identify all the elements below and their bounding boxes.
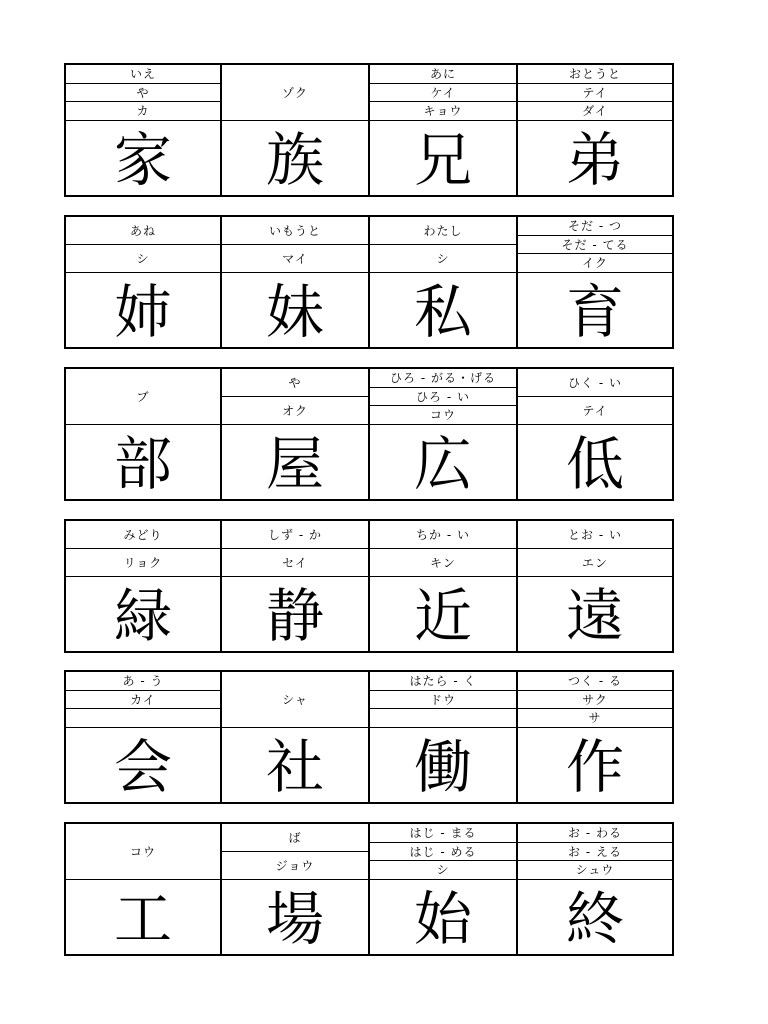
- kanji-card: [518, 672, 672, 802]
- kanji-area: [222, 121, 368, 195]
- kanji-character: 広: [413, 430, 472, 498]
- kanji-area: [370, 425, 516, 499]
- reading-line: ゾク: [282, 85, 308, 100]
- reading-area: [222, 521, 368, 577]
- reading-line: ブ: [136, 389, 150, 404]
- reading-area: [518, 824, 672, 880]
- reading-line: エン: [518, 548, 672, 576]
- reading-line: や: [288, 375, 302, 390]
- kanji-area: [222, 880, 368, 954]
- reading-line: や: [66, 83, 220, 102]
- reading-line: ひろ - い: [370, 387, 516, 406]
- reading-area: [518, 672, 672, 728]
- reading-line: とお - い: [568, 527, 622, 542]
- reading-line: オク: [222, 396, 368, 424]
- kanji-card: [518, 824, 672, 954]
- kanji-character: 近: [413, 582, 472, 650]
- card-row: [64, 670, 674, 804]
- reading-line: [370, 708, 516, 727]
- kanji-character: 家: [113, 126, 172, 194]
- reading-line: ちか - い: [416, 527, 470, 542]
- reading-line: そだ - つ: [568, 218, 622, 233]
- kanji-card: [66, 521, 222, 651]
- reading-line: キョウ: [370, 101, 516, 120]
- kanji-area: [66, 425, 220, 499]
- card-row: [64, 519, 674, 653]
- kanji-area: [370, 273, 516, 347]
- kanji-area: [222, 273, 368, 347]
- kanji-card: [370, 217, 518, 347]
- reading-area: [66, 65, 220, 121]
- reading-line: イク: [518, 253, 672, 272]
- kanji-card: [222, 521, 370, 651]
- kanji-area: [370, 121, 516, 195]
- reading-line: おとうと: [568, 66, 621, 81]
- kanji-card: [370, 65, 518, 195]
- kanji-card: [66, 824, 222, 954]
- reading-area: [222, 369, 368, 425]
- kanji-character: 工: [113, 885, 172, 953]
- kanji-character: 妹: [265, 278, 324, 346]
- kanji-card: [222, 672, 370, 802]
- kanji-area: [222, 577, 368, 651]
- reading-area: [370, 369, 516, 425]
- reading-line: あね: [129, 223, 156, 238]
- reading-line: そだ - てる: [518, 235, 672, 254]
- reading-area: [66, 521, 220, 577]
- kanji-area: [518, 273, 672, 347]
- kanji-area: [370, 577, 516, 651]
- reading-area: [518, 369, 672, 425]
- reading-line: テイ: [518, 396, 672, 424]
- reading-area: [518, 217, 672, 273]
- reading-line: ケイ: [370, 83, 516, 102]
- reading-line: はたら - く: [409, 673, 477, 688]
- kanji-character: 静: [265, 582, 324, 650]
- reading-line: ひく - い: [568, 375, 622, 390]
- reading-area: [222, 65, 368, 121]
- reading-line: リョク: [66, 548, 220, 576]
- kanji-character: 弟: [565, 126, 624, 194]
- reading-line: お - わる: [568, 825, 622, 840]
- reading-area: [370, 217, 516, 273]
- reading-line: はじ - める: [370, 842, 516, 861]
- kanji-area: [518, 577, 672, 651]
- kanji-card: [370, 369, 518, 499]
- kanji-character: 働: [413, 733, 472, 801]
- reading-line: ひろ - がる・げる: [390, 370, 496, 385]
- kanji-card: [518, 65, 672, 195]
- kanji-character: 屋: [265, 430, 324, 498]
- reading-line: サク: [518, 690, 672, 709]
- reading-area: [66, 672, 220, 728]
- kanji-area: [370, 880, 516, 954]
- kanji-card: [222, 824, 370, 954]
- reading-line: はじ - まる: [409, 825, 477, 840]
- reading-line: キン: [370, 548, 516, 576]
- kanji-area: [222, 425, 368, 499]
- kanji-area: [518, 880, 672, 954]
- reading-line: シ: [370, 244, 516, 272]
- reading-line: しず - か: [268, 527, 322, 542]
- kanji-card: [370, 824, 518, 954]
- kanji-flashcard-sheet: [64, 0, 674, 1024]
- kanji-character: 部: [113, 430, 172, 498]
- reading-line: コウ: [129, 844, 156, 859]
- reading-area: [66, 824, 220, 880]
- kanji-character: 始: [413, 885, 472, 953]
- kanji-area: [222, 728, 368, 802]
- reading-line: あ - う: [122, 673, 164, 688]
- reading-area: [66, 217, 220, 273]
- kanji-character: 場: [265, 885, 324, 953]
- card-row: [64, 822, 674, 956]
- kanji-character: 緑: [113, 582, 172, 650]
- kanji-area: [66, 728, 220, 802]
- reading-line: ダイ: [518, 101, 672, 120]
- reading-area: [518, 521, 672, 577]
- reading-line: セイ: [222, 548, 368, 576]
- reading-area: [222, 824, 368, 880]
- reading-area: [222, 217, 368, 273]
- kanji-character: 終: [565, 885, 624, 953]
- card-row: [64, 63, 674, 197]
- kanji-area: [66, 880, 220, 954]
- kanji-character: 姉: [113, 278, 172, 346]
- kanji-area: [66, 121, 220, 195]
- kanji-character: 私: [413, 278, 472, 346]
- reading-line: ドウ: [370, 690, 516, 709]
- kanji-character: 兄: [413, 126, 472, 194]
- kanji-character: 育: [565, 278, 624, 346]
- kanji-character: 族: [265, 126, 324, 194]
- kanji-card: [370, 521, 518, 651]
- reading-area: [370, 521, 516, 577]
- kanji-character: 低: [565, 430, 624, 498]
- reading-area: [518, 65, 672, 121]
- reading-line: つく - る: [568, 673, 622, 688]
- reading-line: みどり: [123, 527, 163, 542]
- reading-line: いえ: [129, 66, 156, 81]
- kanji-card: [222, 369, 370, 499]
- kanji-character: 会: [113, 733, 172, 801]
- reading-line: わたし: [423, 223, 463, 238]
- kanji-area: [518, 121, 672, 195]
- kanji-character: 社: [265, 733, 324, 801]
- reading-area: [222, 672, 368, 728]
- kanji-area: [66, 273, 220, 347]
- reading-line: シャ: [282, 692, 308, 707]
- kanji-character: 遠: [565, 582, 624, 650]
- kanji-card: [518, 217, 672, 347]
- reading-area: [370, 65, 516, 121]
- reading-line: お - える: [518, 842, 672, 861]
- kanji-card: [370, 672, 518, 802]
- reading-line: サ: [518, 708, 672, 727]
- reading-line: シュウ: [518, 860, 672, 879]
- kanji-card: [222, 217, 370, 347]
- kanji-card: [518, 521, 672, 651]
- reading-line: ジョウ: [222, 851, 368, 879]
- kanji-area: [66, 577, 220, 651]
- reading-line: カ: [66, 101, 220, 120]
- kanji-card: [222, 65, 370, 195]
- card-row: [64, 367, 674, 501]
- kanji-area: [518, 425, 672, 499]
- reading-line: コウ: [370, 405, 516, 424]
- kanji-area: [370, 728, 516, 802]
- reading-line: シ: [66, 244, 220, 272]
- reading-line: いもうと: [268, 223, 321, 238]
- reading-line: テイ: [518, 83, 672, 102]
- reading-line: あに: [429, 66, 456, 81]
- reading-area: [370, 824, 516, 880]
- card-row: [64, 215, 674, 349]
- kanji-card: [66, 217, 222, 347]
- reading-area: [370, 672, 516, 728]
- kanji-area: [518, 728, 672, 802]
- reading-line: カイ: [66, 690, 220, 709]
- kanji-card: [66, 369, 222, 499]
- kanji-card: [518, 369, 672, 499]
- kanji-character: 作: [565, 733, 624, 801]
- reading-line: シ: [370, 860, 516, 879]
- reading-line: [66, 708, 220, 727]
- reading-line: ば: [288, 830, 302, 845]
- kanji-card: [66, 65, 222, 195]
- kanji-card: [66, 672, 222, 802]
- reading-line: マイ: [222, 244, 368, 272]
- reading-area: [66, 369, 220, 425]
